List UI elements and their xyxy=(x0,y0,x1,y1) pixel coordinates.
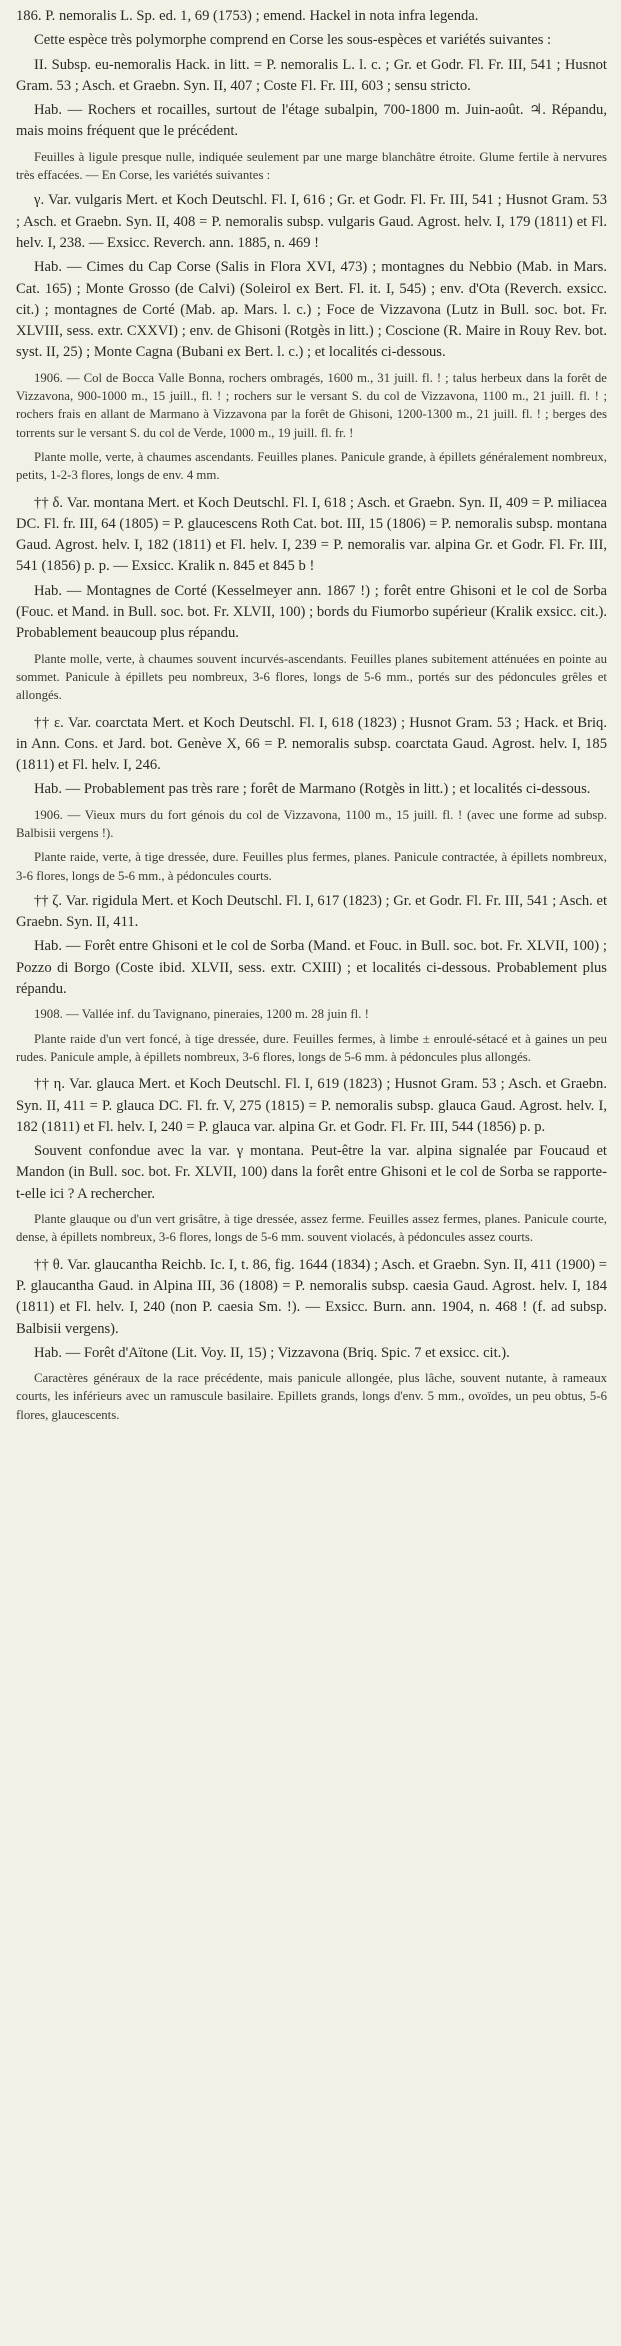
description-rigidula: Plante raide d'un vert foncé, à tige dressée, dure. Feuilles fermes, à limbe ± enroulé-sétacé et à gaines un peu rudes. Panicule ample, à épillets nombreux, 3-6 flores, longs de 5-6 mm. à pédoncules plus allongés. xyxy=(16,1031,607,1064)
habitat-coarctata: Hab. — Probablement pas très rare ; forêt de Marmano (Rotgès in litt.) ; et localités ci-dessous. xyxy=(34,781,591,798)
localities-vulgaris: 1906. — Col de Bocca Valle Bonna, rochers ombragés, 1600 m., 31 juill. fl. ! ; talus herbeux dans la forêt de Vizzavona, 900-1000 m., 15 juill., fl. ! ; rochers sur le versant S. du col de Vizzavona, 1100 m., 21 juill. fl. ! ; rochers frais en allant de Marmano à Vizzavona par la forêt de Ghisoni, 1200-1300 m., 21 juill. fl. ! ; berges des torrents sur le versant S. du col de Verde, 1000 m., 19 juill. fl. fr. ! xyxy=(16,370,607,440)
description-glaucantha: Caractères généraux de la race précédente, mais panicule allongée, plus lâche, souvent nutante, à rameaux courts, les inférieurs avec un ramuscule basilaire. Epillets grands, longs d'env. 5 mm., ovoïdes, un peu obtus, 5-6 flores, glaucescents. xyxy=(16,1371,607,1422)
note-glauca: Souvent confondue avec la var. γ montana. Peut-être la var. alpina signalée par Foucaud et Mandon (in Bull. soc. bot. Fr. XLVII, 100) dans la forêt entre Ghisoni et le col de Sorba se rapporte-t-elle ici ? A rechercher. xyxy=(16,1143,607,1202)
description-vulgaris: Plante molle, verte, à chaumes ascendants. Feuilles planes. Panicule grande, à épillets généralement nombreux, petits, 1-2-3 flores, longs de env. 4 mm. xyxy=(16,449,607,483)
species-intro: Cette espèce très polymorphe comprend en Corse les sous-espèces et variétés suivantes : xyxy=(34,32,552,49)
variety-glaucantha: †† θ. Var. glaucantha Reichb. Ic. I, t. 86, fig. 1644 (1834) ; Asch. et Graebn. Syn. II, 411 (1900) = P. glaucantha Gaud. in Alpina III, 36 (1808) = P. nemoralis subsp. caesia Gaud. Agrost. helv. I, 184 (1811) et Fl. helv. I, 240 (non P. caesia Sm. !). — Exsicc. Burn. ann. 1904, n. 468 ! (f. ad subsp. Balbisii vergens). xyxy=(16,1256,607,1337)
variety-glauca: †† η. Var. glauca Mert. et Koch Deutschl. Fl. I, 619 (1823) ; Husnot Gram. 53 ; Asch. et Graebn. Syn. II, 411 = P. glauca DC. Fl. fr. V, 275 (1815) = P. nemoralis subsp. glauca Gaud. Agrost. helv. I, 182 (1811) et Fl. helv. I, 240 = P. glauca var. alpina Gr. et Godr. Fl. Fr. III, 544 (1856) p. p. xyxy=(16,1076,607,1135)
habitat-eu-nemoralis: Hab. — Rochers et rocailles, surtout de l'étage subalpin, 700-1800 m. Juin-août. ♃. Répandu, mais moins fréquent que le précédent. xyxy=(16,102,607,140)
description-eu-nemoralis: Feuilles à ligule presque nulle, indiquée seulement par une marge blanchâtre étroite. Glume fertile à nervures très effacées. — En Corse, les variétés suivantes : xyxy=(16,149,607,183)
description-montana: Plante molle, verte, à chaumes souvent incurvés-ascendants. Feuilles planes subitement atténuées en pointe au sommet. Panicule à épillets peu nombreux, 3-6 flores, longs de 5-6 mm., portés sur des pédoncules grêles et allongés. xyxy=(16,651,607,703)
variety-montana: †† δ. Var. montana Mert. et Koch Deutschl. Fl. I, 618 ; Asch. et Graebn. Syn. II, 409 = P. miliacea DC. Fl. fr. III, 64 (1805) = P. glaucescens Roth Cat. bot. III, 15 (1806) = P. nemoralis subsp. montana Gaud. Agrost. helv. I, 182 (1811) et Fl. helv. I, 239 = P. nemoralis var. alpina Gr. et Godr. Fl. Fr. III, 541 (1856) p. p. — Exsicc. Kralik n. 845 et 845 b ! xyxy=(16,494,607,575)
description-coarctata: Plante raide, verte, à tige dressée, dure. Feuilles plus fermes, planes. Panicule contractée, à épillets nombreux, 3-6 flores, longs de 5-6 mm., à pédoncules courts. xyxy=(16,850,607,883)
variety-vulgaris: γ. Var. vulgaris Mert. et Koch Deutschl. Fl. I, 616 ; Gr. et Godr. Fl. Fr. III, 541 ; Husnot Gram. 53 ; Asch. et Graebn. Syn. II, 408 = P. nemoralis subsp. vulgaris Gaud. Agrost. helv. I, 179 (1811) et Fl. helv. I, 238. — Exsicc. Reverch. ann. 1885, n. 469 ! xyxy=(16,192,607,251)
habitat-vulgaris: Hab. — Cimes du Cap Corse (Salis in Flora XVI, 473) ; montagnes du Nebbio (Mab. in Mars. Cat. 165) ; Monte Grosso (de Calvi) (Soleirol ex Bert. Fl. it. I, 545) ; env. d'Ota (Reverch. exsicc. cit.) ; montagnes de Corté (Mab. ap. Mars. l. c.) ; Foce de Vizzavona (Lutz in Bull. soc. bot. Fr. XLVIII, sess. extr. CXXVI) ; env. de Ghisoni (Rotgès in litt.) ; Coscione (R. Maire in Rouy Rev. bot. syst. II, 25) ; Monte Cagna (Bubani ex Bert. l. c.) ; et localités ci-dessous. xyxy=(16,259,607,361)
habitat-montana: Hab. — Montagnes de Corté (Kesselmeyer ann. 1867 !) ; forêt entre Ghisoni et le col de Sorba (Fouc. et Mand. in Bull. soc. bot. Fr. XLVII, 100) ; bords du Fiumorbo supérieur (Kralik exsicc. cit.). Probablement beaucoup plus répandu. xyxy=(16,582,607,642)
entry-heading: 186. P. nemoralis L. Sp. ed. 1, 69 (1753) ; emend. Hackel in nota infra legenda. xyxy=(16,8,479,24)
localities-coarctata: 1906. — Vieux murs du fort génois du col de Vizzavona, 1100 m., 15 juill. fl. ! (avec une forme ad subsp. Balbisii vergens !). xyxy=(16,807,607,840)
variety-rigidula: †† ζ. Var. rigidula Mert. et Koch Deutschl. Fl. I, 617 (1823) ; Gr. et Godr. Fl. Fr. III, 541 ; Asch. et Graebn. Syn. II, 411. xyxy=(16,892,607,931)
localities-rigidula: 1908. — Vallée inf. du Tavignano, pineraies, 1200 m. 28 juin fl. ! xyxy=(34,1007,369,1022)
subspecies-eu-nemoralis: II. Subsp. eu-nemoralis Hack. in litt. = P. nemoralis L. l. c. ; Gr. et Godr. Fl. Fr. III, 541 ; Husnot Gram. 53 ; Asch. et Graebn. Syn. II, 407 ; Coste Fl. Fr. III, 603 ; sensu stricto. xyxy=(16,56,607,94)
variety-coarctata: †† ε. Var. coarctata Mert. et Koch Deutschl. Fl. I, 618 (1823) ; Husnot Gram. 53 ; Hack. et Briq. in Ann. Cons. et Jard. bot. Genève X, 66 = P. nemoralis subsp. coarctata Gaud. Agrost. helv. I, 185 (1811) et Fl. helv. I, 246. xyxy=(16,714,607,774)
habitat-glaucantha: Hab. — Forêt d'Aïtone (Lit. Voy. II, 15) ; Vizzavona (Briq. Spic. 7 et exsicc. cit.). xyxy=(34,1344,510,1361)
description-glauca: Plante glauque ou d'un vert grisâtre, à tige dressée, assez ferme. Feuilles assez fermes, planes. Panicule courte, dense, à épillets nombreux, 3-6 flores, longs de 5-6 mm. souvent violacés, à pédoncules assez courts. xyxy=(16,1212,607,1245)
habitat-rigidula: Hab. — Forêt entre Ghisoni et le col de Sorba (Mand. et Fouc. in Bull. soc. bot. Fr. XLVII, 100) ; Pozzo di Borgo (Coste ibid. XLVII, sess. extr. CXIII) ; et localités ci-dessous. Probablement plus répandu. xyxy=(16,938,607,998)
